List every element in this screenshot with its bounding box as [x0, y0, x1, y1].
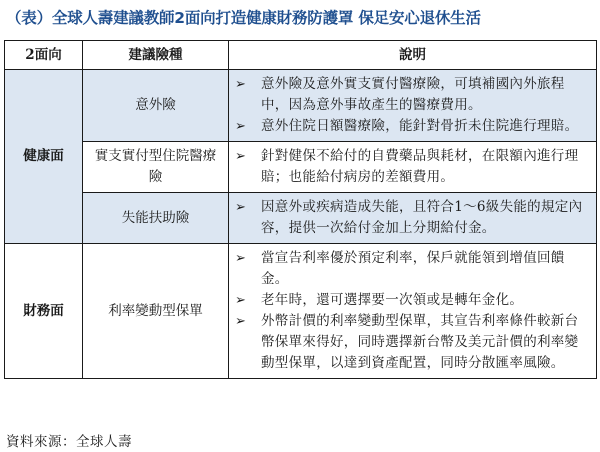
- list-item: ➢ 老年時，還可選擇要一次領或是轉年金化。: [233, 290, 590, 311]
- page-title: （表）全球人壽建議教師2面向打造健康財務防護罩 保足安心退休生活: [6, 9, 481, 27]
- insurance-medical: 實支實付型住院醫療險: [83, 142, 229, 193]
- header-insurance: 建議險種: [83, 41, 229, 70]
- arrow-bullet-icon: ➢: [235, 77, 246, 92]
- list-item: ➢ 針對健保不給付的自費藥品與耗材，在限額內進行理賠；也能給付病房的差額費用。: [235, 148, 579, 185]
- insurance-table: [4, 40, 597, 379]
- description-cell: [229, 70, 597, 142]
- table-row: [5, 70, 597, 142]
- table-row: [5, 142, 597, 193]
- dimension-finance: 財務面: [5, 244, 83, 379]
- insurance-accident: 意外險: [83, 70, 229, 142]
- header-dimension: 2面向: [5, 41, 83, 70]
- list-item: ➢ 意外險及意外實支實付醫療險，可填補國內外旅程中，因為意外事故產生的醫療費用。: [235, 76, 565, 113]
- description-cell: [229, 142, 597, 193]
- table-header-row: [5, 41, 597, 70]
- list-item: ➢ 意外住院日額醫療險，能針對骨折未住院進行理賠。: [233, 116, 590, 137]
- list-item: ➢ 因意外或疾病造成失能，且符合1～6級失能的規定內容，提供一次給付金加上分期給付金。: [235, 199, 583, 236]
- arrow-bullet-icon: ➢: [235, 149, 246, 164]
- arrow-bullet-icon: ➢: [235, 293, 246, 308]
- arrow-bullet-icon: ➢: [235, 200, 246, 215]
- table-row: [5, 193, 597, 244]
- dimension-health: 健康面: [5, 70, 83, 244]
- description-cell: [229, 244, 597, 379]
- arrow-bullet-icon: ➢: [235, 251, 246, 266]
- source-note: 資料來源：全球人壽: [6, 434, 132, 450]
- list-item: ➢ 外幣計價的利率變動型保單，其宣告利率條件較新台幣保單來得好，同時選擇新台幣及美元計價的利率變動型保單，以達到資產配置，同時分散匯率風險。: [235, 313, 579, 371]
- description-cell: [229, 193, 597, 244]
- list-item: ➢ 當宣告利率優於預定利率，保戶就能領到增值回饋金。: [235, 250, 565, 287]
- insurance-disability: 失能扶助險: [83, 193, 229, 244]
- header-description: 說明: [229, 41, 597, 70]
- arrow-bullet-icon: ➢: [235, 119, 246, 134]
- table-row: [5, 244, 597, 379]
- insurance-interest-policy: 利率變動型保單: [83, 244, 229, 379]
- arrow-bullet-icon: ➢: [235, 314, 246, 329]
